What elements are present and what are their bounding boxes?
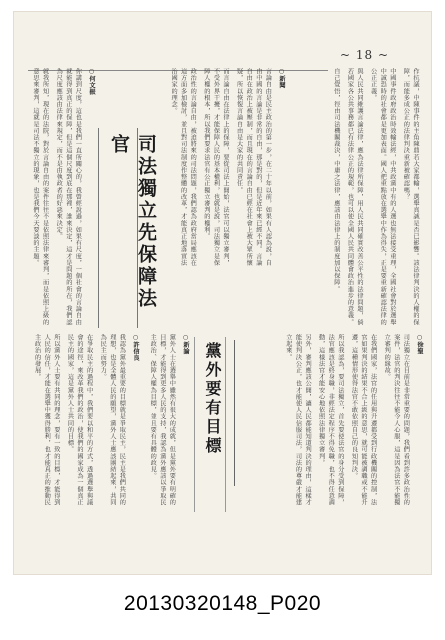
text-block-top-left [28,68,96,328]
text-block-bottom-right [238,334,424,510]
paragraph: 我認為黨外最重要的目標就是爭取民主，民主是我們共同的理想，也是全體人民的願望，黨外人士應該團結起來，共同為民主而努力。 [99,334,126,506]
document-page [14,12,431,574]
paragraph: ○許信良 [132,334,139,362]
paragraph: 你講到尺度，這也是我們一直所關心的，我曾經說過，如果有尺度，一個社會的言論自由就能得到真正的保障，但是這個尺度到底在那裡，誰來決定，這才是問題的所在，我們認為尺度應該由法律來規定，而不是由執政者的好惡來決定。 [55,68,82,326]
secondary-title: 黨外要有目標 [203,342,222,456]
paragraph: 政治性的言論自由，被迫將來的司法問題，我們認為政府當局應該在這方面多加檢討，並且對司法制度作整體的改革，才能真正地落實法治國家的理念。 [170,68,197,266]
paragraph: 就我所知，現在的法院，對於言論自由的案件往往不是依照法律來審判，而是依照上級的意思來審判，這就是司法不獨立的現象，也是我們今天要談的主題。 [32,68,49,326]
paragraph: 在我們國家，法官的任用與升遷都受到行政機關的控制，法官如果判決的結果不合上級的意思，就可能被調職或不能升遷，這種情形使得法官不敢依照自己的良知判決。 [350,334,377,506]
paragraph: 而言論自由在法律上的保障，要從司法上開始，法官可以獨立審判，不受外界干擾，才能保障人民的基本權利，也就是說，司法獨立是保障人權的根本，所以我們要求法官有公正獨立審判的權利。 [202,68,230,266]
page-number: ~ 18 ~ [340,48,390,62]
paragraph: 另外，審判應該公開，讓人民都能知道判決的理由，這樣才能使判決公正，也才能使人民信服司法，司法的尊嚴才能建立起來。 [284,334,312,506]
paragraph: ○何文振 [88,68,95,96]
column-divider [234,340,235,486]
paragraph: 司法獨立在目前是非常重要的問題，我們看到許多政治性的案件，法官的判決往往不能令人心服，這是因為法官不能獨立審判的緣故。 [383,334,410,506]
text-block-bottom-left [28,334,140,510]
paragraph: 自己覺悟，徑由司法機關裁決，中庸之法律，應該由法律上的制度加以保障。 [332,68,340,293]
paragraph: 所以黨外人士要有共同的理念，要有一致的目標，才能得到人民的信任，才能在選舉中獲得勝利，也才能真正的推動民主政治的發展。 [33,334,60,506]
main-title: 司法獨立先保障法官 [108,134,157,310]
text-block-bottom-middle [144,334,190,510]
text-block-top-middle [146,68,286,268]
text-block-top-right [292,68,420,328]
paragraph: 中國事件政府政治時效輸法經，中共政黨中有的人選也無法接受重理，全國社會對於選舉中誠恐時的社會都是更加表面。國人把重點放在選舉中作為得失，正是要重新確認法律的公正正義。 [369,68,396,326]
paragraph: ○新論 [182,334,189,355]
paragraph: 黨外人士在選舉中雖然有很大的成就，但是黨外要有明確的目標，才能得到更多人民的支持，我認為黨外應該以爭取民主政治、保障人權為目標，並且要有具體的政見。 [149,334,176,506]
paragraph: 與人民共同維護言論法律，應為法律所保障，用人民共同確實改善公平性的法律問題，倘若國家各公共事務都已有法律公正的規範，也可以使全國人民共同體會政治進步的意義。 [346,68,364,326]
paragraph: ○新聞 [278,68,285,89]
paragraph: 作抗議，中陳事件的主角陳鼎若大家都輸，選舉真誠是否已影響。該法律判決的人權的保障，而能多成公正的法律判決重新被確認嗎？ [402,68,419,326]
paragraph: 所以我認為，要司法獨立，首先要使法官的身分受到保障，法官應該是終身職，非經法定程序不得免職，也不得任意調動，這樣法官才能安心地依照法律獨立審判。 [317,334,344,506]
paragraph: 言論自由是民主政治的第一步，在二十年以前，如果有人認為說，自由中國的言論是非常的自由，那是對的，但是近年來已經不同。言論自由在政治上被壓制，而且現在的言論自由已經在社會上被大眾所懷疑，所以恢復言論自由是大家的共同責任。 [235,68,272,266]
paragraph: 在爭取民主的過程中，我們要以和平的方式，透過選舉與議會的途徑，來改革我們的政治，使我們的國家成為一個真正民主的國家，這是黨外人士共同的目標。 [66,334,93,506]
image-caption: 20130320148_P020 [123,592,322,615]
paragraph: ○徐聖 [416,334,423,355]
